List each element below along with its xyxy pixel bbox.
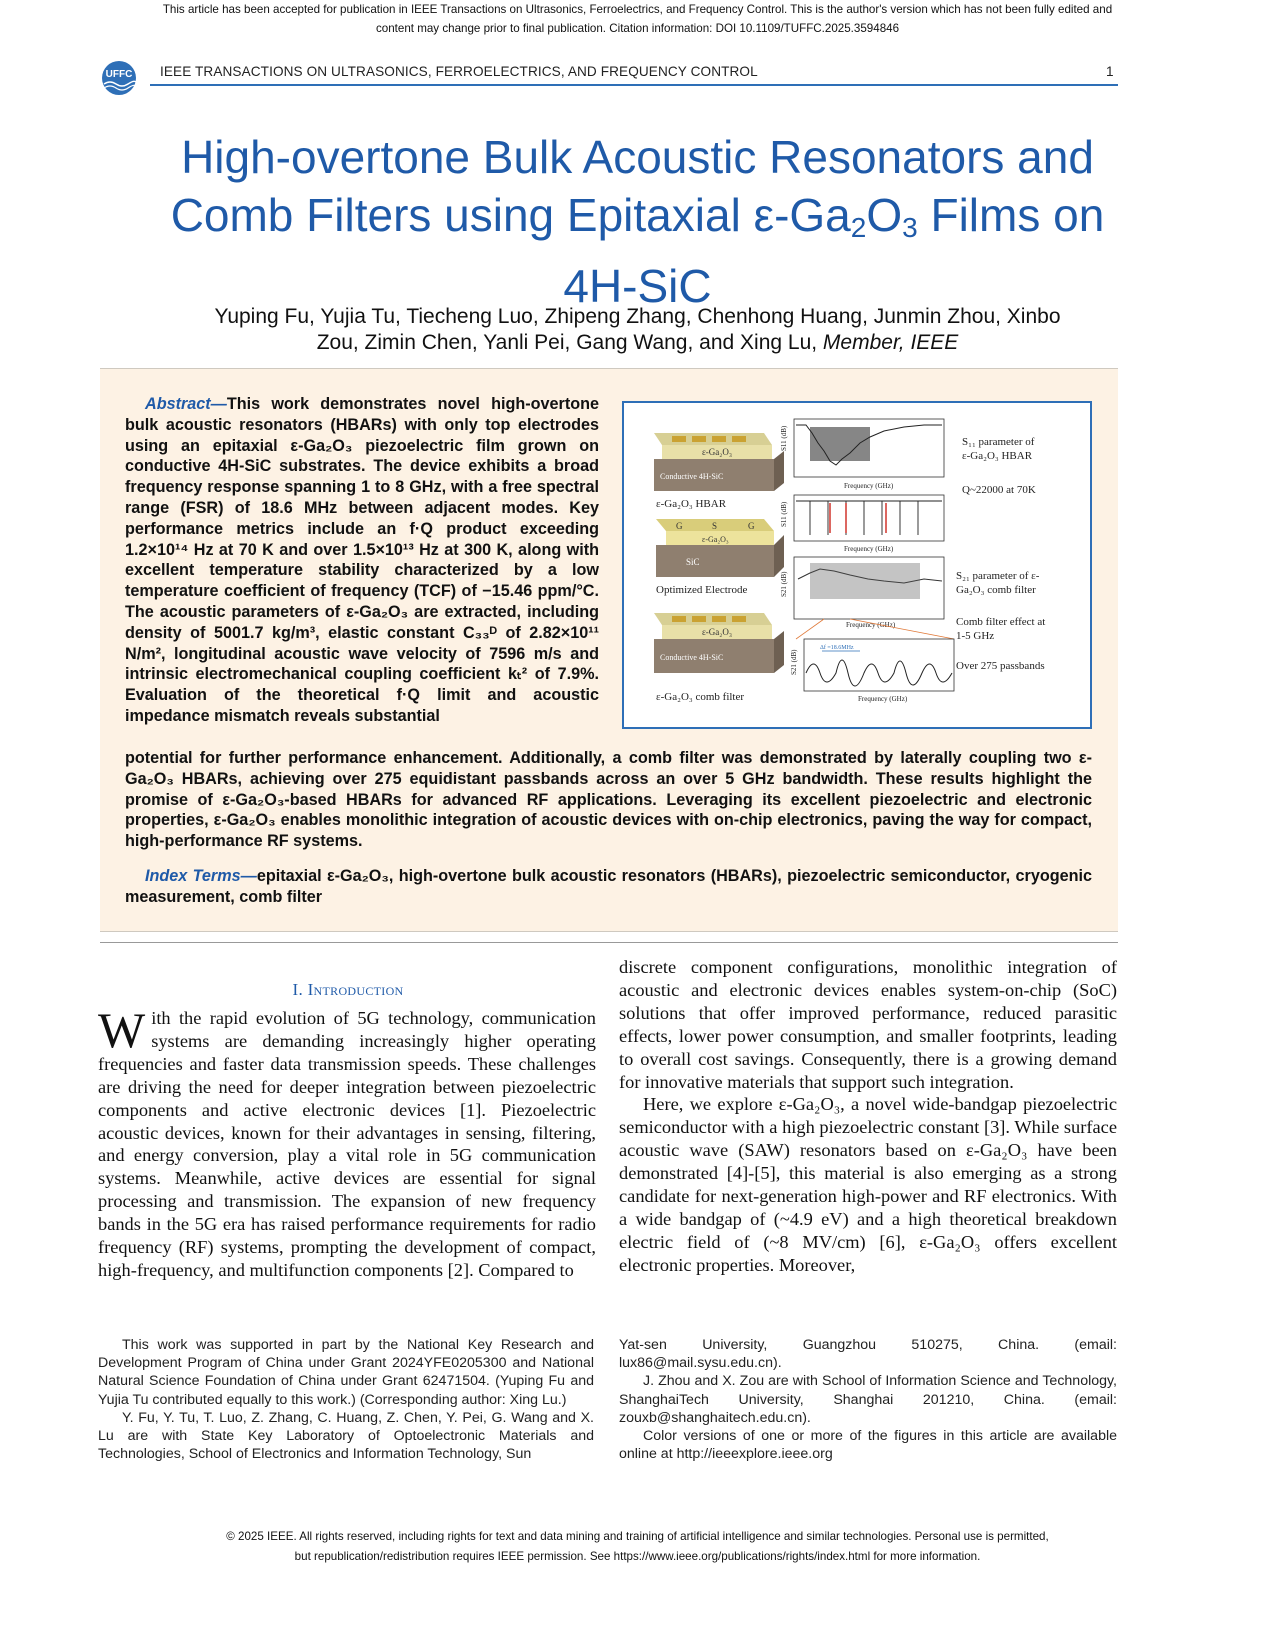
note-q: Q~22000 at 70K [962, 484, 1036, 496]
abstract-text-continued: potential for further performance enhancement. Additionally, a comb filter was demonstrated by laterally coupling two ε-Ga₂O₃ HBARs, achieving over 275 equidistant passbands across an over 5 GHz bandwidth. These results highlight the promise of ε-Ga₂O₃-based HBARs for advanced RF applications. Leveraging its excellent piezoelectric and electronic properties, ε-Ga₂O₃ enables monolithic integration of acoustic devices with on-chip electronics, paving the way for compact, high-performance RF systems. [125, 749, 1092, 851]
notice-line-2: content may change prior to final publication. Citation information: DOI 10.1109/TUFFC.2025.3594846 [375, 22, 900, 35]
label-ga2o3-top: ε-Ga₂O₃ [702, 447, 733, 457]
title-line-1: High-overtone Bulk Acoustic Resonators and [181, 131, 1094, 183]
paper-title [60, 128, 1215, 315]
optimized-electrode-illustration [656, 519, 784, 596]
label-conductive-top: Conductive 4H-SiC [660, 472, 724, 481]
intro-left-column: With the rapid evolution of 5G technology, communication systems are demanding increasingly higher operating frequencies and faster data transmission speeds. These challenges are driving the need for deeper integration between piezoelectric components and active electronic devices [1]. Piezoelectric acoustic devices, known for their advantages in sensing, filtering, and energy conversion, play a vital role in 5G communication systems. Meanwhile, active devices are essential for signal processing and transmission. The expansion of new frequency bands in the 5G era has raised performance requirements for radio frequency (RF) systems, prompting the development of compact, high-frequency, and multifunction components [2]. Compared to [98, 1002, 596, 1280]
s21-zoom-plot [790, 639, 954, 703]
s11-zoom-plot [780, 495, 944, 553]
note-s11-a: S₁₁ parameter of [962, 436, 1035, 448]
label-optimized-electrode: Optimized Electrode [656, 584, 748, 596]
note-s21-a: S₂₁ parameter of ε- [956, 570, 1040, 582]
axis-freq-top: Frequency (GHz) [844, 482, 894, 490]
axis-freq-low: Frequency (GHz) [846, 621, 896, 629]
label-conductive-bottom: Conductive 4H-SiC [660, 653, 724, 662]
comb-filter-device-illustration [654, 613, 784, 703]
title-line-3: 4H-SiC [563, 260, 712, 312]
author-list: Yuping Fu, Yujia Tu, Tiecheng Luo, Zhipeng Zhang, Chenhong Huang, Junmin Zhou, Xinbo Zou, Zimin Chen, Yanli Pei, Gang Wang, and Xing Lu, Member, IEEE [214, 305, 1061, 354]
axis-freq-bottom: Frequency (GHz) [858, 695, 908, 703]
axis-s11-top: S11 (dB) [780, 425, 788, 451]
axis-s21-top: S21 (dB) [780, 571, 788, 597]
hbar-device-illustration [654, 433, 784, 510]
label-comb-filter: ε-Ga₂O₃ comb filter [656, 691, 745, 703]
axis-s11-mid: S11 (dB) [780, 501, 788, 527]
notice-line-1: This article has been accepted for publication in IEEE Transactions on Ultrasonics, Ferroelectrics, and Frequency Control. This is the author's version which has not been fully edited and [162, 3, 1113, 16]
section-divider [100, 942, 1118, 943]
intro-right-paragraph-1: discrete component configurations, monolithic integration of acoustic and electronic devices enables system-on-chip (SoC) solutions that offer improved performance, reduced parasitic effects, lower power consumption, and smaller footprints, leading to overall cost savings. Consequently, there is a growing demand for innovative materials that support such integration. [619, 957, 1117, 1092]
electrode-g-left: G [676, 521, 683, 531]
author-membership: Member, IEEE [822, 331, 959, 354]
header-rule [150, 84, 1118, 86]
intro-right-column [619, 956, 1117, 1277]
footnote-right: Yat-sen University, Guangzhou 510275, China. (email: lux86@mail.sysu.edu.cn). J. Zhou and X. Zou are with School of Information Science and Technology, ShanghaiTech University, Shanghai 201210, China. (email: zouxb@shanghaitech.edu.cn). Color versions of one or more of the figures in this article are available online at http://ieeexplore.ieee.org [619, 1337, 1117, 1463]
fsr-label: Δf =18.6MHz [820, 645, 854, 651]
copyright-notice: © 2025 IEEE. All rights reserved, including rights for text and data mining and training of artificial intelligence and similar technologies. Personal use is permitted, but republication/redistribution requires IEEE permission. See https://www.ieee.org/publications/rights/index.html for more information. [226, 1530, 1049, 1563]
index-terms-label: Index Terms— [145, 867, 257, 885]
dropcap: W [98, 1002, 146, 1058]
footnote-left: This work was supported in part by the National Key Research and Development Program of China under Grant 2024YFE0205300 and National Natural Science Foundation of China under Grant 62471504. (Yuping Fu and Yujia Tu contributed equally to this work.) (Corresponding author: Xing Lu.) Y. Fu, Y. Tu, T. Luo, Z. Zhang, C. Huang, Z. Chen, Y. Pei, G. Wang and X. Lu are with State Key Laboratory of Optoelectronic Materials and Technologies, School of Electronics and Information Technology, Sun [98, 1337, 594, 1463]
abstract-text: Abstract—This work demonstrates novel high-overtone bulk acoustic resonators (HBARs) with only top electrodes using an epitaxial ε-Ga₂O₃ piezoelectric film grown on conductive 4H-SiC substrates. The device exhibits a broad frequency response spanning 1 to 8 GHz, with a free spectral range (FSR) of 18.6 MHz between adjacent modes. Key performance metrics include an f·Q product exceeding 1.2×10¹⁴ Hz at 70 K and over 1.5×10¹³ Hz at 300 K, along with excellent temperature stability characterized by a low temperature coefficient of frequency (TCF) of −15.46 ppm/°C. The acoustic parameters of ε-Ga₂O₃ are extracted, including density of 5001.7 kg/m³, elastic constant C₃₃ᴰ of 2.82×10¹¹ N/m², longitudinal acoustic wave velocity of 7596 m/s and intrinsic electromechanical coupling coefficient kₜ² of 7.9%. Evaluation of the theoretical f·Q limit and acoustic impedance mismatch reveals substantial [125, 395, 599, 725]
page-number: 1 [1106, 64, 1114, 79]
label-ga2o3-bottom: ε-Ga₂O₃ [702, 627, 733, 637]
logo-text: UFFC [105, 69, 133, 80]
axis-freq-mid: Frequency (GHz) [844, 545, 894, 553]
note-passbands: Over 275 passbands [956, 660, 1045, 672]
electrode-g-right: G [748, 521, 755, 531]
label-hbar: ε-Ga₂O₃ HBAR [656, 498, 727, 510]
s11-broadband-plot [780, 419, 944, 490]
note-comb-b: 1-5 GHz [956, 630, 995, 642]
abstract-label: Abstract— [145, 395, 227, 413]
note-s11-b: ε-Ga₂O₃ HBAR [962, 450, 1033, 462]
label-sic: SiC [686, 557, 700, 567]
label-ga2o3-mid: ε-Ga₂O₃ [702, 535, 729, 544]
uffc-logo-icon [101, 60, 137, 96]
journal-name: IEEE TRANSACTIONS ON ULTRASONICS, FERROELECTRICS, AND FREQUENCY CONTROL [160, 64, 758, 79]
s21-broadband-plot [780, 557, 944, 629]
intro-right-paragraph-2: Here, we explore ε-Ga₂O₃, a novel wide-bandgap piezoelectric semiconductor with a high piezoelectric constant [3]. While surface acoustic wave (SAW) resonators based on ε-Ga₂O₃ have been demonstrated [4]-[5], this material is also emerging as a strong candidate for next-generation high-power and RF electronics. With a wide bandgap of (~4.9 eV) and a high theoretical breakdown electric field of (~8 MV/cm) [6], ε-Ga₂O₃ offers excellent electronic properties. Moreover, [619, 1094, 1117, 1275]
note-comb-a: Comb filter effect at [956, 616, 1046, 628]
title-line-2: Comb Filters using Epitaxial $\varepsilon-Ga_2O_3$ Films on [170, 189, 1105, 243]
note-s21-b: Ga₂O₃ comb filter [956, 584, 1036, 596]
section-heading-introduction: I. Introduction [292, 980, 404, 999]
electrode-s: S [712, 521, 718, 531]
publication-notice [0, 0, 1275, 38]
graphical-abstract-figure [622, 401, 1092, 729]
index-terms: Index Terms—epitaxial ε-Ga₂O₃, high-overtone bulk acoustic resonators (HBARs), piezoelectric semiconductor, cryogenic measurement, comb filter [125, 867, 1092, 906]
axis-s21-bottom: S21 (dB) [790, 649, 798, 675]
